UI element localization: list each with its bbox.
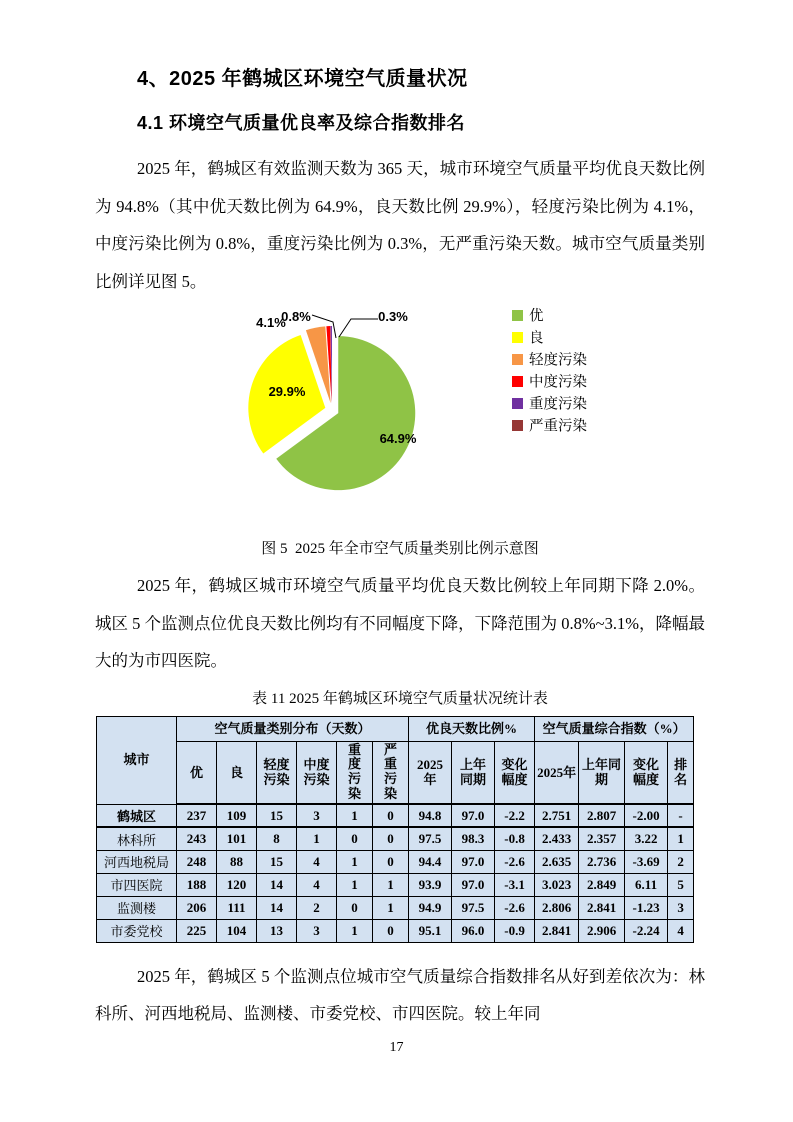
cell-value: 0 xyxy=(373,850,409,873)
cell-value: 2.357 xyxy=(579,827,625,850)
pie-data-label: 0.3% xyxy=(378,309,408,324)
cell-value: -2.6 xyxy=(495,850,535,873)
pie-data-label: 4.1% xyxy=(256,315,286,330)
cell-value: 3 xyxy=(668,896,694,919)
column-header: 重度污染 xyxy=(337,741,373,804)
pie-leader-line xyxy=(339,319,378,337)
cell-value: 14 xyxy=(257,896,297,919)
legend-label: 中度污染 xyxy=(529,374,587,391)
cell-value: -1.23 xyxy=(625,896,668,919)
column-header: 2025年 xyxy=(409,741,452,804)
legend-swatch-严重污染 xyxy=(512,420,523,431)
cell-value: 0 xyxy=(373,919,409,942)
table-caption: 表 11 2025 年鹤城区环境空气质量状况统计表 xyxy=(252,690,548,707)
table-header xyxy=(97,716,694,804)
cell-city: 市委党校 xyxy=(97,919,177,942)
cell-value: 1 xyxy=(337,850,373,873)
cell-value: 2.751 xyxy=(535,804,579,827)
subsection-heading: 4.1 环境空气质量优良率及综合指数排名 xyxy=(137,113,466,133)
cell-value: -2.6 xyxy=(495,896,535,919)
pie-data-label: 29.9% xyxy=(268,384,306,399)
cell-value: 98.3 xyxy=(452,827,495,850)
pie-data-label: 64.9% xyxy=(379,431,417,446)
cell-value: 4 xyxy=(297,873,337,896)
page-number: 17 xyxy=(389,1040,404,1055)
cell-value: 120 xyxy=(217,873,257,896)
cell-value: 3.023 xyxy=(535,873,579,896)
air-quality-stats-table xyxy=(96,716,694,943)
paragraph-overview: 2025 年，鹤城区有效监测天数为 365 天，城市环境空气质量平均优良天数比例为 94.8%（其中优天数比例为 64.9%，良天数比例 29.9%），轻度污染比例为 4.1%，中度污染比例为 0.8%，重度污染比例为 0.3%，无严重污染天数。城市空气质量类别比例详见图 5。 xyxy=(95,159,705,291)
cell-value: 0 xyxy=(373,827,409,850)
cell-value: 97.0 xyxy=(452,850,495,873)
cell-city: 监测楼 xyxy=(97,896,177,919)
cell-value: 1 xyxy=(373,896,409,919)
pie-slices xyxy=(248,326,415,490)
cell-value: -0.9 xyxy=(495,919,535,942)
cell-value: 206 xyxy=(177,896,217,919)
cell-value: 8 xyxy=(257,827,297,850)
cell-city: 林科所 xyxy=(97,827,177,850)
legend-swatch-良 xyxy=(512,332,523,343)
figure-caption: 图 5 2025 年全市空气质量类别比例示意图 xyxy=(261,541,539,557)
cell-value: 97.5 xyxy=(452,896,495,919)
table-group-header-row xyxy=(97,716,694,741)
cell-value: 1 xyxy=(337,873,373,896)
pie-data-label: 0.8% xyxy=(281,309,311,324)
cell-value: 2.736 xyxy=(579,850,625,873)
cell-value: 1 xyxy=(337,804,373,827)
cell-value: 1 xyxy=(297,827,337,850)
cell-value: 109 xyxy=(217,804,257,827)
table-row xyxy=(97,919,694,942)
cell-value: 88 xyxy=(217,850,257,873)
cell-value: 93.9 xyxy=(409,873,452,896)
table-sub-header-row xyxy=(97,741,694,804)
cell-city: 河西地税局 xyxy=(97,850,177,873)
column-header: 变化幅度 xyxy=(625,741,668,804)
column-header: 上年同期 xyxy=(579,741,625,804)
cell-value: 15 xyxy=(257,804,297,827)
cell-value: 0 xyxy=(337,896,373,919)
cell-value: 2.635 xyxy=(535,850,579,873)
cell-value: 188 xyxy=(177,873,217,896)
cell-value: 243 xyxy=(177,827,217,850)
legend-label: 严重污染 xyxy=(529,418,587,435)
cell-value: - xyxy=(668,804,694,827)
column-header-city: 城市 xyxy=(97,716,177,804)
cell-value: 2.433 xyxy=(535,827,579,850)
cell-value: 2 xyxy=(668,850,694,873)
cell-value: 94.4 xyxy=(409,850,452,873)
cell-value: 4 xyxy=(297,850,337,873)
paragraph-ranking: 2025 年，鹤城区 5 个监测点位城市空气质量综合指数排名从好到差依次为：林科所、河西地税局、监测楼、市委党校、市四医院。较上年同 xyxy=(95,966,705,1024)
table-row xyxy=(97,873,694,896)
cell-value: 94.9 xyxy=(409,896,452,919)
cell-value: 3 xyxy=(297,804,337,827)
cell-value: 4 xyxy=(668,919,694,942)
legend-swatch-优 xyxy=(512,310,523,321)
figure-air-quality-pie xyxy=(95,300,705,537)
cell-value: 111 xyxy=(217,896,257,919)
column-header: 良 xyxy=(217,741,257,804)
cell-value: 3.22 xyxy=(625,827,668,850)
cell-value: 2.806 xyxy=(535,896,579,919)
section-heading: 4、2025 年鹤城区环境空气质量状况 xyxy=(137,68,468,90)
cell-value: -2.2 xyxy=(495,804,535,827)
group-header-good-ratio: 优良天数比例% xyxy=(409,716,535,741)
paragraph-comparison: 2025 年，鹤城区城市环境空气质量平均优良天数比例较上年同期下降 2.0%。城区 5 个监测点位优良天数比例均有不同幅度下降，下降范围为 0.8%~3.1%，降幅最大的为市四医院。 xyxy=(95,576,705,670)
column-header: 变化幅度 xyxy=(495,741,535,804)
cell-value: 2.841 xyxy=(535,919,579,942)
cell-value: 94.8 xyxy=(409,804,452,827)
cell-value: 96.0 xyxy=(452,919,495,942)
legend-label: 良 xyxy=(529,330,544,347)
legend-swatch-轻度污染 xyxy=(512,354,523,365)
cell-value: -3.1 xyxy=(495,873,535,896)
cell-value: 225 xyxy=(177,919,217,942)
cell-value: 1 xyxy=(373,873,409,896)
cell-value: 101 xyxy=(217,827,257,850)
cell-value: 2 xyxy=(297,896,337,919)
cell-value: 248 xyxy=(177,850,217,873)
legend-swatch-重度污染 xyxy=(512,398,523,409)
cell-value: 2.807 xyxy=(579,804,625,827)
table-row xyxy=(97,896,694,919)
cell-value: 97.5 xyxy=(409,827,452,850)
cell-value: -0.8 xyxy=(495,827,535,850)
legend-label: 轻度污染 xyxy=(529,352,587,369)
legend-label: 重度污染 xyxy=(529,396,587,413)
table-body xyxy=(97,804,694,942)
group-header-composite-index: 空气质量综合指数（%） xyxy=(535,716,694,741)
legend-swatch-中度污染 xyxy=(512,376,523,387)
cell-value: 0 xyxy=(373,804,409,827)
legend-label: 优 xyxy=(529,308,544,325)
cell-city: 鹤城区 xyxy=(97,804,177,827)
cell-value: -2.24 xyxy=(625,919,668,942)
cell-value: 97.0 xyxy=(452,873,495,896)
cell-city: 市四医院 xyxy=(97,873,177,896)
cell-value: 0 xyxy=(337,827,373,850)
cell-value: 2.841 xyxy=(579,896,625,919)
cell-value: 237 xyxy=(177,804,217,827)
cell-value: 14 xyxy=(257,873,297,896)
cell-value: 97.0 xyxy=(452,804,495,827)
column-header: 严重污染 xyxy=(373,741,409,804)
cell-value: 15 xyxy=(257,850,297,873)
pie-chart xyxy=(185,300,645,537)
cell-value: 2.849 xyxy=(579,873,625,896)
column-header: 优 xyxy=(177,741,217,804)
cell-value: 5 xyxy=(668,873,694,896)
pie-legend xyxy=(512,308,587,435)
table-row xyxy=(97,827,694,850)
cell-value: 1 xyxy=(668,827,694,850)
column-header: 中度污染 xyxy=(297,741,337,804)
cell-value: 95.1 xyxy=(409,919,452,942)
cell-value: -2.00 xyxy=(625,804,668,827)
cell-value: 104 xyxy=(217,919,257,942)
cell-value: 2.906 xyxy=(579,919,625,942)
column-header: 2025年 xyxy=(535,741,579,804)
column-header: 轻度污染 xyxy=(257,741,297,804)
table-row xyxy=(97,804,694,827)
group-header-category-days: 空气质量类别分布（天数） xyxy=(177,716,409,741)
cell-value: -3.69 xyxy=(625,850,668,873)
table-row xyxy=(97,850,694,873)
cell-value: 1 xyxy=(337,919,373,942)
cell-value: 13 xyxy=(257,919,297,942)
cell-value: 6.11 xyxy=(625,873,668,896)
column-header: 排名 xyxy=(668,741,694,804)
column-header: 上年同期 xyxy=(452,741,495,804)
cell-value: 3 xyxy=(297,919,337,942)
